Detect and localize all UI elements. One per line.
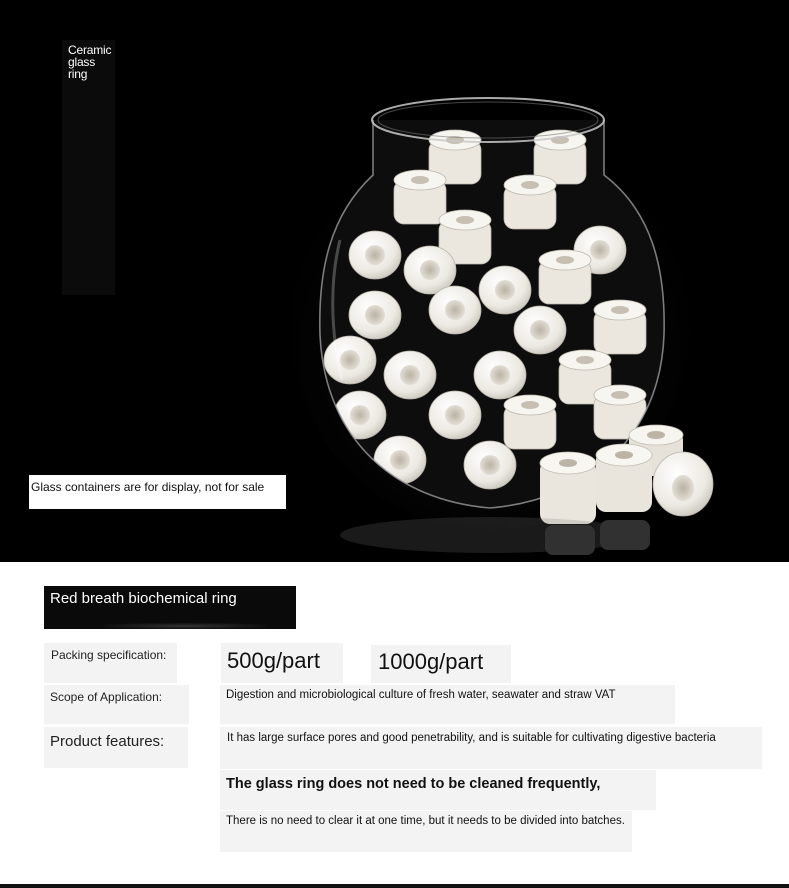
- product-label-ceramic-glass-ring: Ceramic glass ring: [62, 40, 115, 295]
- product-title: [44, 586, 296, 629]
- features-label: Product features:: [44, 727, 188, 768]
- feature-item-highlight: The glass ring does not need to be cleaned frequently,: [220, 770, 656, 810]
- feature-item: There is no need to clear it at one time, but it needs to be divided into batches.: [220, 811, 632, 852]
- display-disclaimer: Glass containers are for display, not for sale: [29, 475, 286, 509]
- packing-spec-label: Packing specification:: [44, 643, 177, 683]
- bottom-divider: [0, 884, 789, 888]
- feature-item: It has large surface pores and good penetrability, and is suitable for cultivating digestive bacteria: [220, 727, 762, 769]
- packing-option-1000g[interactable]: 1000g/part: [371, 645, 511, 683]
- packing-option-500g[interactable]: 500g/part: [221, 643, 343, 683]
- scope-value: Digestion and microbiological culture of fresh water, seawater and straw VAT: [220, 685, 675, 724]
- product-title-text: Red breath biochemical ring: [50, 590, 237, 607]
- title-underline-decoration: [104, 623, 266, 629]
- scope-label: Scope of Application:: [44, 685, 189, 724]
